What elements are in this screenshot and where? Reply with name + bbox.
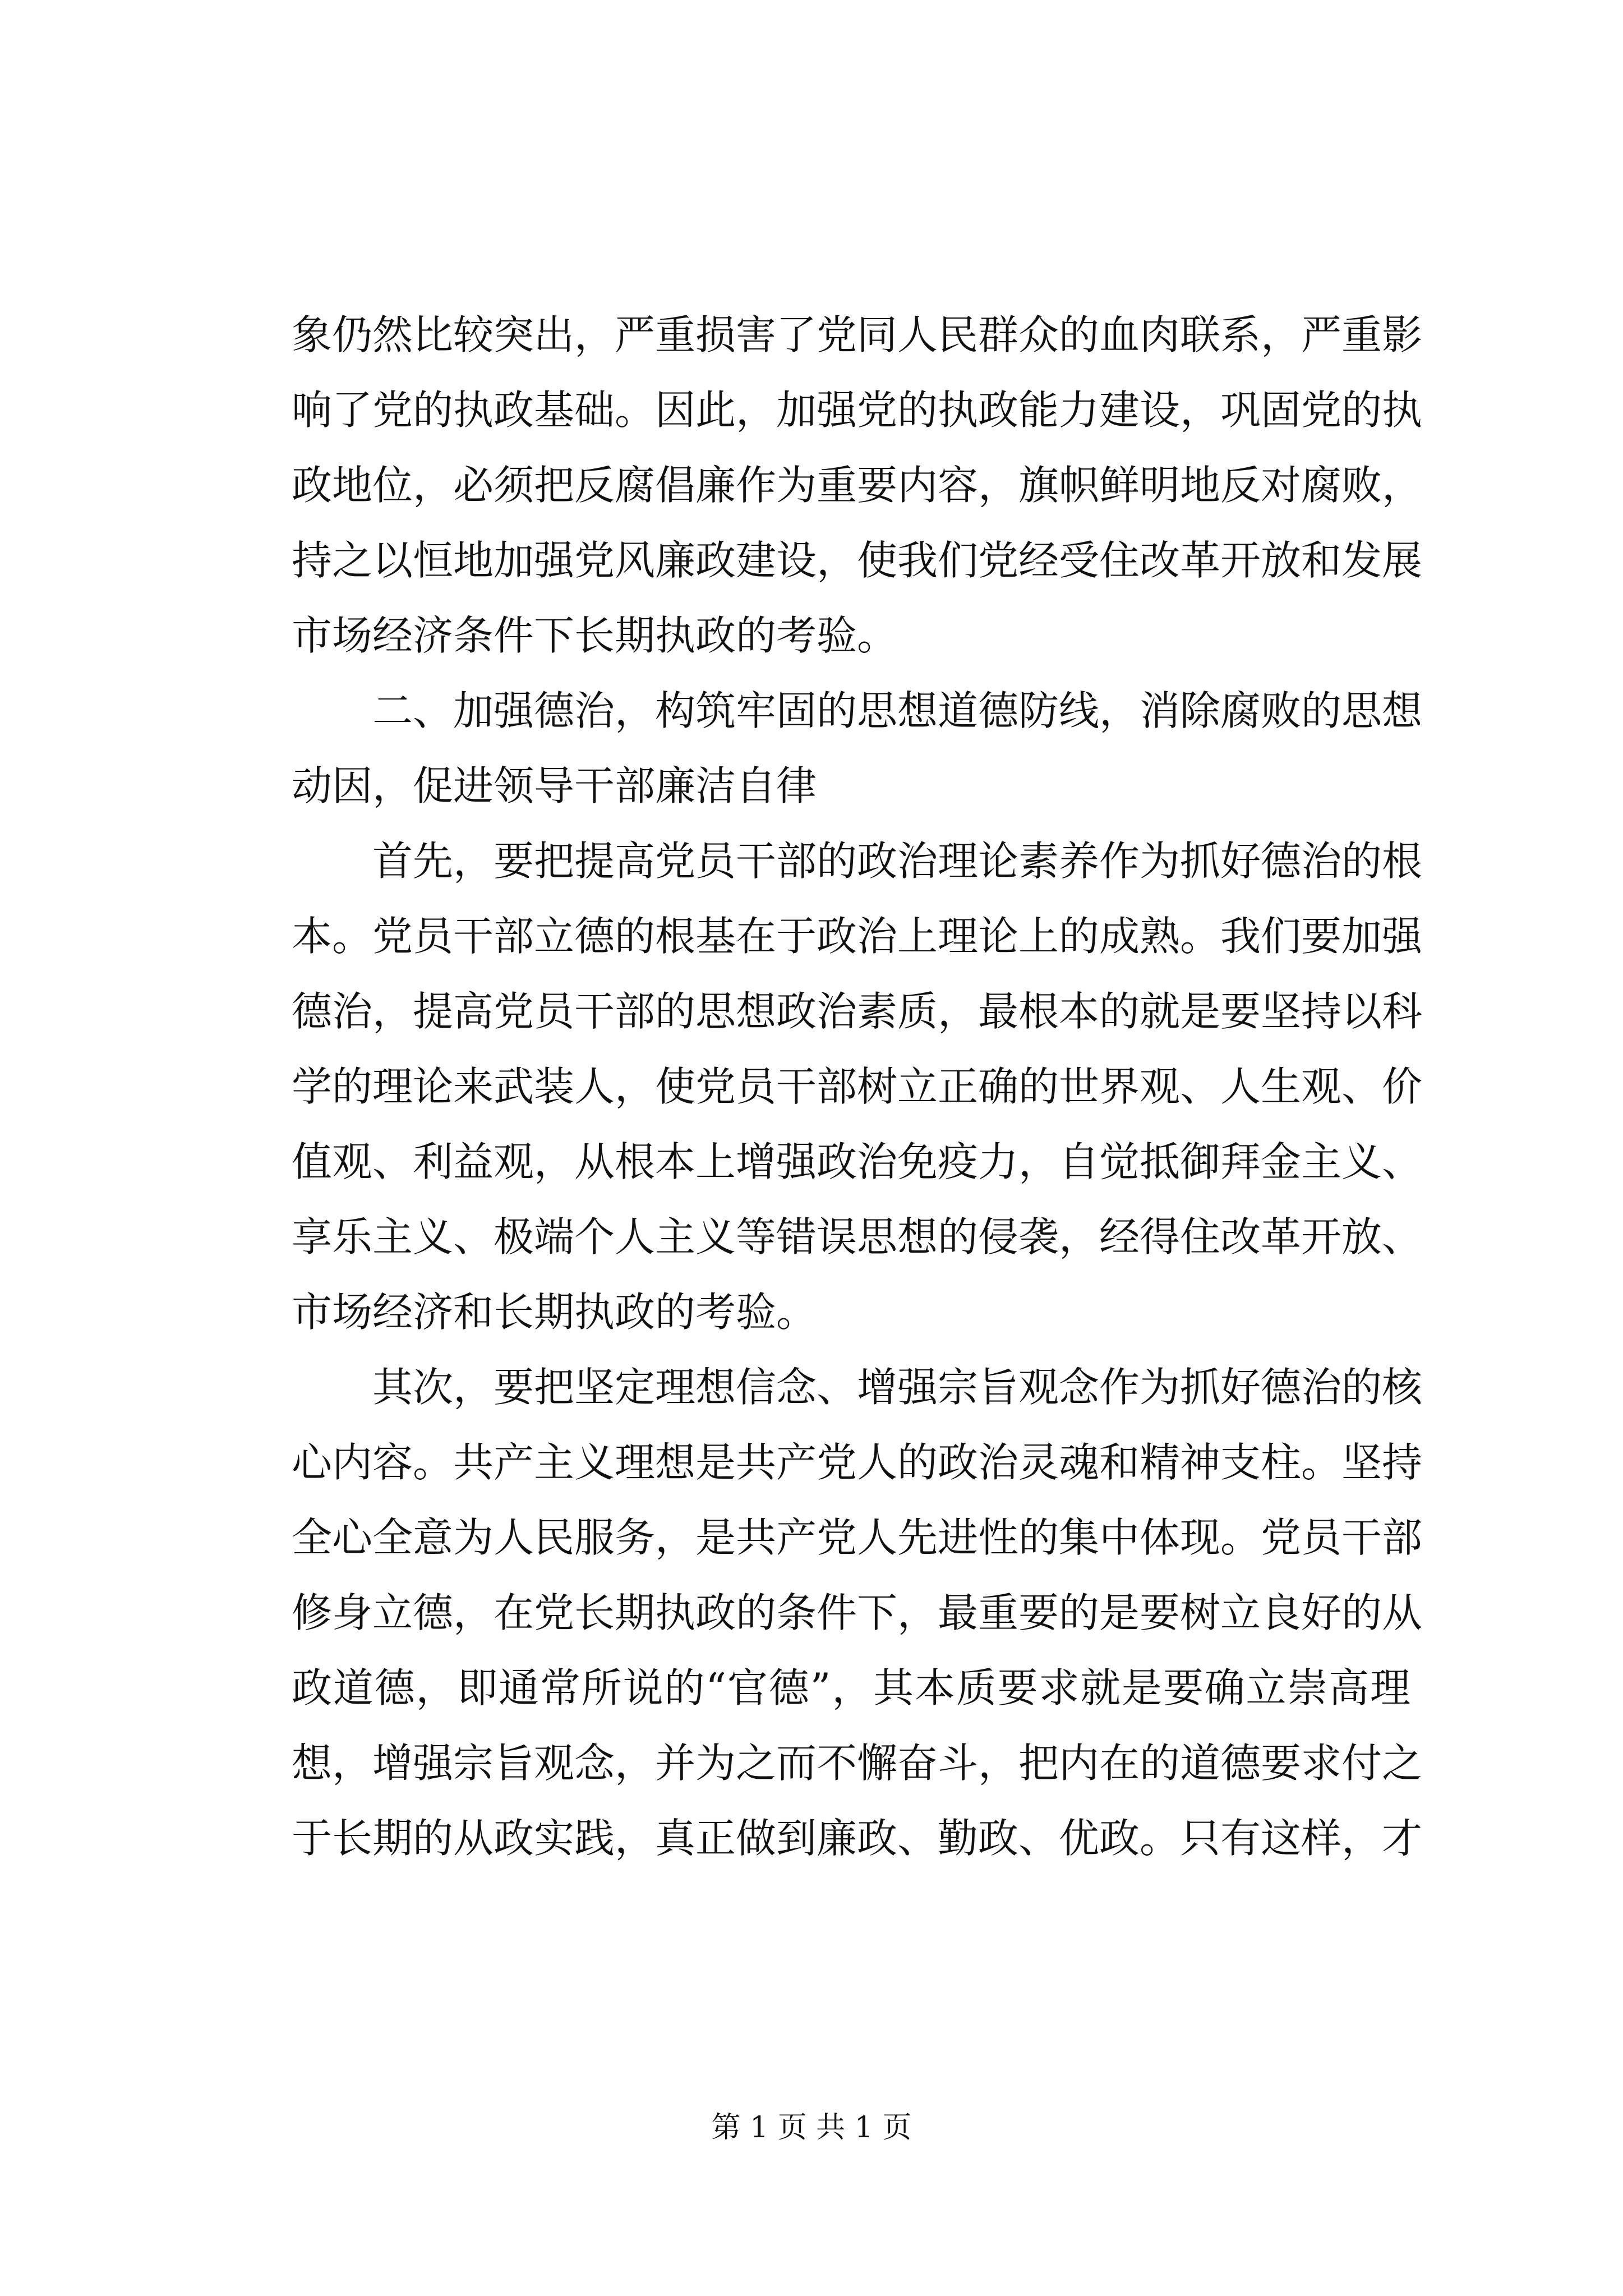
text-line: 本。党员干部立德的根基在于政治上理论上的成熟。我们要加强 — [292, 913, 1423, 960]
text-line: 于长期的从政实践，真正做到廉政、勤政、优政。只有这样，才 — [292, 1815, 1423, 1862]
page-footer: 第 1 页 共 1 页 — [711, 2111, 912, 2145]
text-line: 想，增强宗旨观念，并为之而不懈奋斗，把内在的道德要求付之 — [292, 1740, 1423, 1787]
text-line: 市场经济和长期执政的考验。 — [292, 1289, 817, 1336]
text-line: 修身立德，在党长期执政的条件下，最重要的是要树立良好的从 — [292, 1589, 1423, 1636]
text-line: 首先，要把提高党员干部的政治理论素养作为抓好德治的根 — [372, 838, 1423, 885]
text-line: 动因，促进领导干部廉洁自律 — [292, 762, 817, 809]
text-line: 响了党的执政基础。因此，加强党的执政能力建设，巩固党的执 — [292, 386, 1423, 434]
text-line: 政地位，必须把反腐倡廉作为重要内容，旗帜鲜明地反对腐败， — [292, 462, 1423, 509]
text-line: 学的理论来武装人，使党员干部树立正确的世界观、人生观、价 — [292, 1063, 1423, 1110]
text-line: 持之以恒地加强党风廉政建设，使我们党经受住改革开放和发展 — [292, 537, 1423, 584]
text-line: 政道德，即通常所说的“官德”，其本质要求就是要确立崇高理 — [292, 1664, 1410, 1711]
text-line: 全心全意为人民服务，是共产党人先进性的集中体现。党员干部 — [292, 1514, 1423, 1561]
text-line: 心内容。共产主义理想是共产党人的政治灵魂和精神支柱。坚持 — [292, 1439, 1423, 1486]
text-line: 享乐主义、极端个人主义等错误思想的侵袭，经得住改革开放、 — [292, 1213, 1423, 1260]
text-line: 象仍然比较突出，严重损害了党同人民群众的血肉联系，严重影 — [292, 311, 1423, 358]
text-line: 值观、利益观，从根本上增强政治免疫力，自觉抵御拜金主义、 — [292, 1138, 1423, 1185]
text-line: 二、加强德治，构筑牢固的思想道德防线，消除腐败的思想 — [372, 687, 1423, 734]
text-line: 其次，要把坚定理想信念、增强宗旨观念作为抓好德治的核 — [372, 1364, 1423, 1411]
text-line: 德治，提高党员干部的思想政治素质，最根本的就是要坚持以科 — [292, 988, 1423, 1035]
text-line: 市场经济条件下长期执政的考验。 — [292, 612, 898, 659]
body-text — [292, 297, 1423, 1876]
